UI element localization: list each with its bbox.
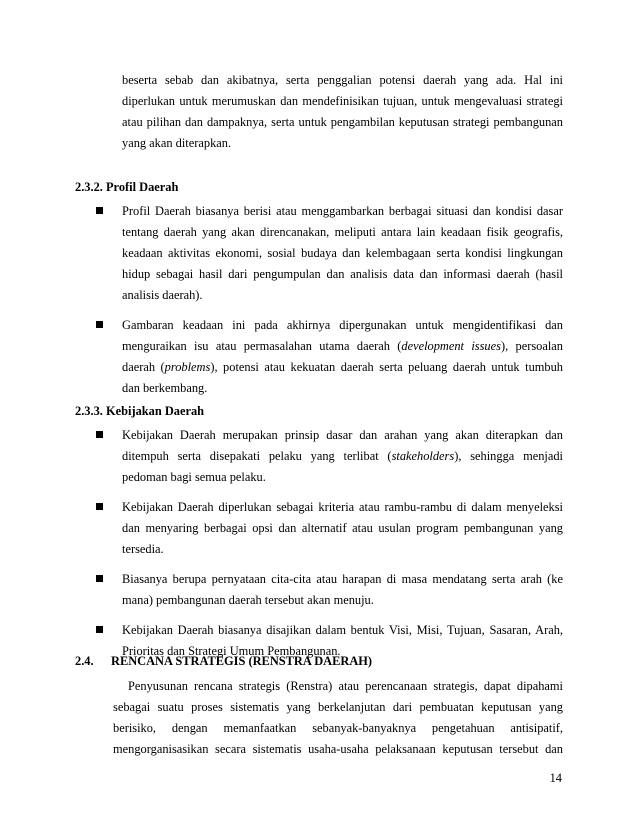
text-line: dan berkembang. [122,381,208,395]
section-title: RENCANA STRATEGIS (RENSTRA DAERAH) [111,654,373,668]
square-bullet-icon [96,575,103,582]
text-line: Kebijakan Daerah diperlukan sebagai kriteria atau rambu-rambu di dalam menyeleksi [122,500,563,514]
text-line: analisis daerah). [122,288,203,302]
text-line: Biasanya berupa pernyataan cita-cita atau harapan di masa mendatang serta arah (ke [122,572,563,586]
list-item [96,425,563,488]
italic-term: development issues [401,339,501,353]
square-bullet-icon [96,431,103,438]
text-line: Prioritas dan Strategi Umum Pembangunan. [122,644,341,658]
section-heading-profil-daerah: 2.3.2. Profil Daerah [75,180,179,194]
square-bullet-icon [96,321,103,328]
section-heading-renstra [75,651,372,672]
text-line: Kebijakan Daerah biasanya disajikan dalam bentuk Visi, Misi, Tujuan, Sasaran, Arah, [122,623,563,637]
text-line: tentang daerah yang akan direncanakan, meliputi antara lain keadaan fisik geografis, [122,225,563,239]
text-line: tersedia. [122,542,164,556]
text-line: yang akan diterapkan. [122,136,232,150]
section-heading-kebijakan-daerah: 2.3.3. Kebijakan Daerah [75,404,205,418]
renstra-paragraph [113,676,563,760]
text-line: diperlukan untuk merumuskan dan mendefinisikan tujuan, untuk mengevaluasi strategi [122,94,563,108]
text-line: sebagai suatu proses sistematis yang berkelanjutan dari pembuatan keputusan yang [113,700,563,714]
text-line: Kebijakan Daerah merupakan prinsip dasar dan arahan yang akan diterapkan dan [122,428,563,442]
list-item [96,569,563,611]
italic-term: stakeholders [391,449,455,463]
text-line: berisiko, dengan memanfaatkan sebanyak-banyaknya pengetahuan antisipatif, [113,721,563,735]
text-line: mengorganisasikan secara sistematis usaha-usaha pelaksanaan keputusan tersebut dan [113,742,563,756]
bullet-list-kebijakan-daerah [96,425,563,671]
list-item [96,201,563,306]
list-item [96,315,563,399]
text-line: ditempuh serta disepakati pelaku yang terlibat (stakeholders), sehingga menjadi [122,449,563,463]
text-line: Profil Daerah biasanya berisi atau menggambarkan berbagai situasi dan kondisi dasar [122,204,563,218]
text-line: beserta sebab dan akibatnya, serta penggalian potensi daerah yang ada. Hal ini [122,73,563,87]
text-line: Penyusunan rencana strategis (Renstra) atau perencanaan strategis, dapat dipahami [128,679,563,693]
text-line: mana) pembangunan daerah tersebut akan menuju. [122,593,374,607]
text-line: pedoman bagi semua pelaku. [122,470,266,484]
square-bullet-icon [96,207,103,214]
page-number: 14 [549,771,562,785]
text-line: keadaan aktivitas ekonomi, sosial budaya dan kelembagaan serta kondisi lingkungan [122,246,563,260]
list-item [96,497,563,560]
text-line: daerah (problems), potensi atau kekuatan daerah serta peluang daerah untuk tumbuh [122,360,563,374]
square-bullet-icon [96,626,103,633]
continuation-paragraph [122,70,563,154]
bullet-list-profil-daerah [96,201,563,408]
section-number: 2.4. [75,654,94,668]
text-line: hidup sebagai hasil dari pengumpulan dan analisis data dan informasi daerah (hasil [122,267,563,281]
text-line: Gambaran keadaan ini pada akhirnya dipergunakan untuk mengidentifikasi dan [122,318,563,332]
text-line: menguraikan isu atau permasalahan utama daerah (development issues), persoalan [122,339,563,353]
text-line: atau pilihan dan dampaknya, serta untuk pengambilan keputusan strategi pembangunan [122,115,563,129]
square-bullet-icon [96,503,103,510]
italic-term: problems [164,360,211,374]
text-line: dan menyaring berbagai opsi dan alternatif atau usulan program pembangunan yang [122,521,563,535]
